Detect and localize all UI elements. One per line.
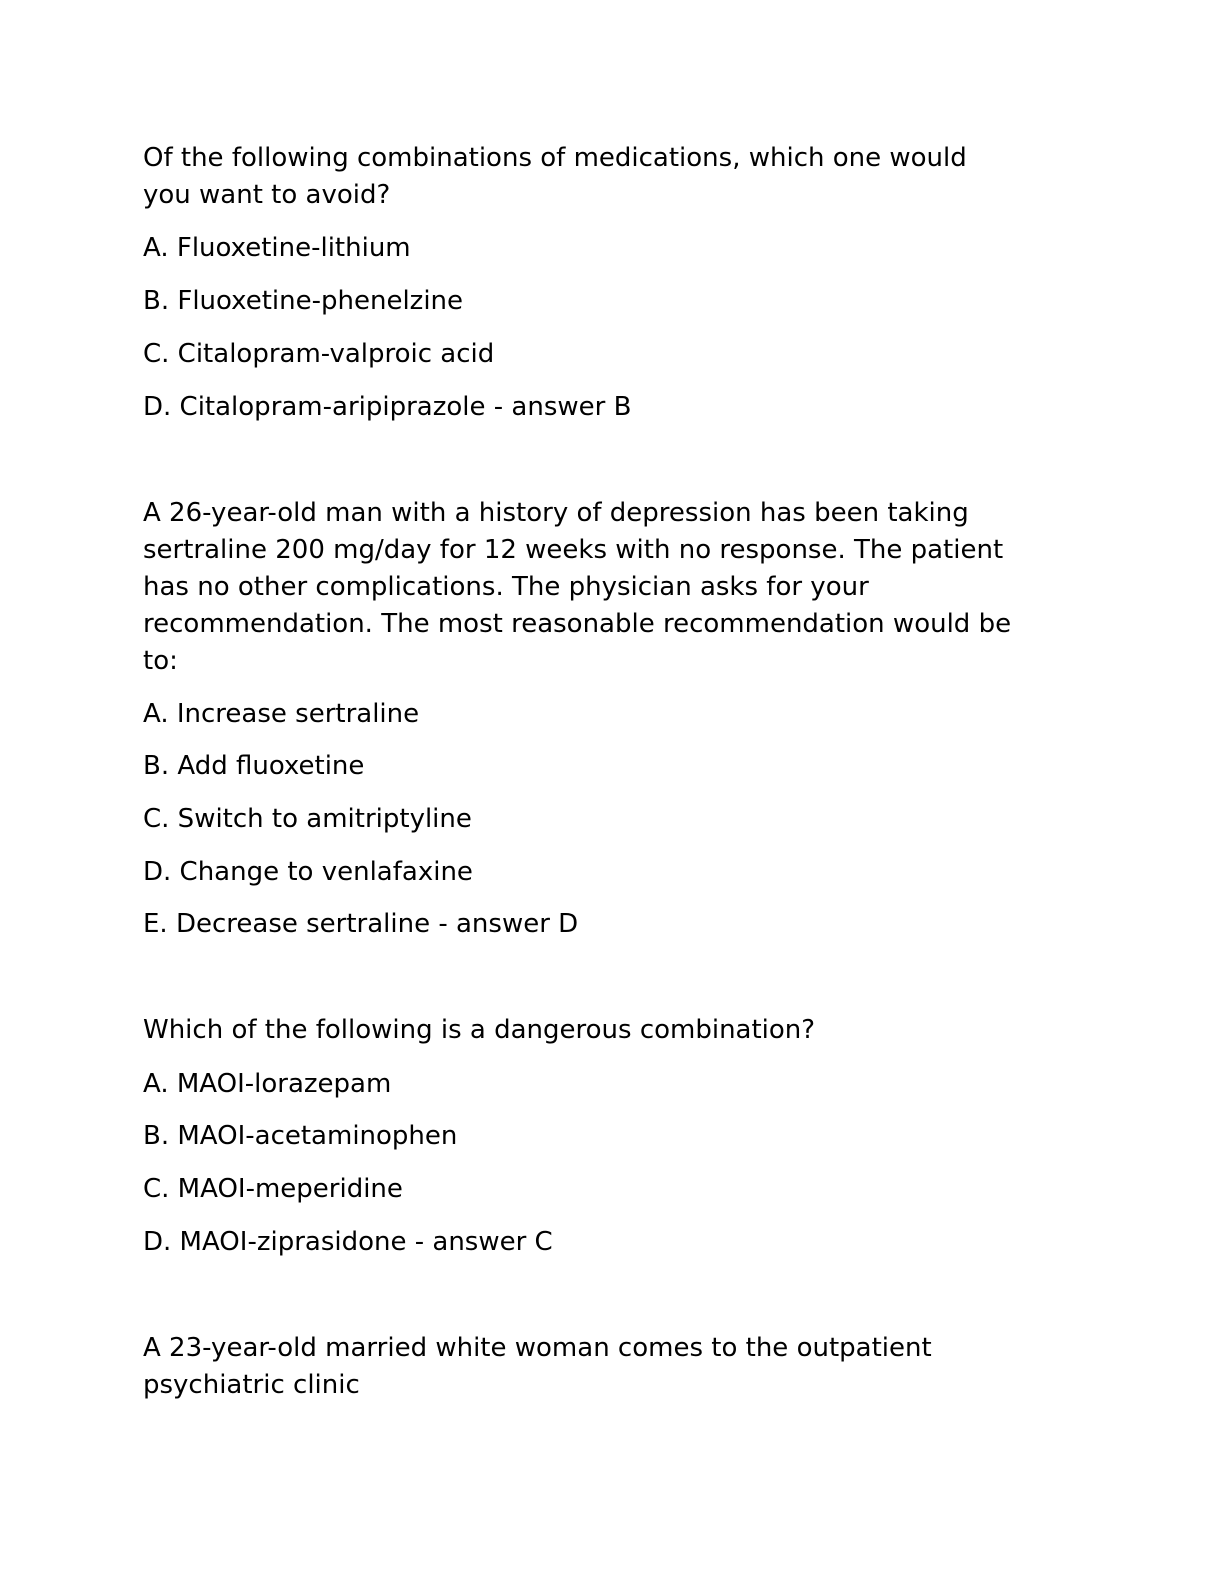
- question-2-stem-line-4: recommendation. The most reasonable recommendation would be: [143, 609, 1012, 639]
- question-4-stem-line-1: A 23-year-old married white woman comes to the outpatient: [143, 1333, 932, 1363]
- question-3-option-c: C. MAOI-meperidine: [143, 1174, 403, 1204]
- question-2-option-b: B. Add fluoxetine: [143, 751, 365, 781]
- question-1-option-a: A. Fluoxetine-lithium: [143, 233, 411, 263]
- question-1-stem-line-1: Of the following combinations of medications, which one would: [143, 143, 967, 173]
- question-2-option-d: D. Change to venlafaxine: [143, 857, 473, 887]
- question-2-option-c: C. Switch to amitriptyline: [143, 804, 472, 834]
- question-1-option-b: B. Fluoxetine-phenelzine: [143, 286, 464, 316]
- question-4-stem-line-2: psychiatric clinic: [143, 1370, 360, 1400]
- question-1-option-d-answer: D. Citalopram-aripiprazole - answer B: [143, 392, 632, 422]
- question-2-option-e-answer: E. Decrease sertraline - answer D: [143, 909, 579, 939]
- question-2-stem-line-2: sertraline 200 mg/day for 12 weeks with no response. The patient: [143, 535, 1004, 565]
- question-3-option-b: B. MAOI-acetaminophen: [143, 1121, 458, 1151]
- question-2-stem-line-3: has no other complications. The physician asks for your: [143, 572, 869, 602]
- question-2-stem-line-1: A 26-year-old man with a history of depression has been taking: [143, 498, 969, 528]
- question-2-option-a: A. Increase sertraline: [143, 699, 420, 729]
- question-1-option-c: C. Citalopram-valproic acid: [143, 339, 495, 369]
- question-3-stem-line-1: Which of the following is a dangerous combination?: [143, 1015, 816, 1045]
- question-1-stem-line-2: you want to avoid?: [143, 180, 391, 210]
- question-2-stem-line-5: to:: [143, 646, 178, 676]
- question-3-option-a: A. MAOI-lorazepam: [143, 1069, 392, 1099]
- question-3-option-d-answer: D. MAOI-ziprasidone - answer C: [143, 1227, 553, 1257]
